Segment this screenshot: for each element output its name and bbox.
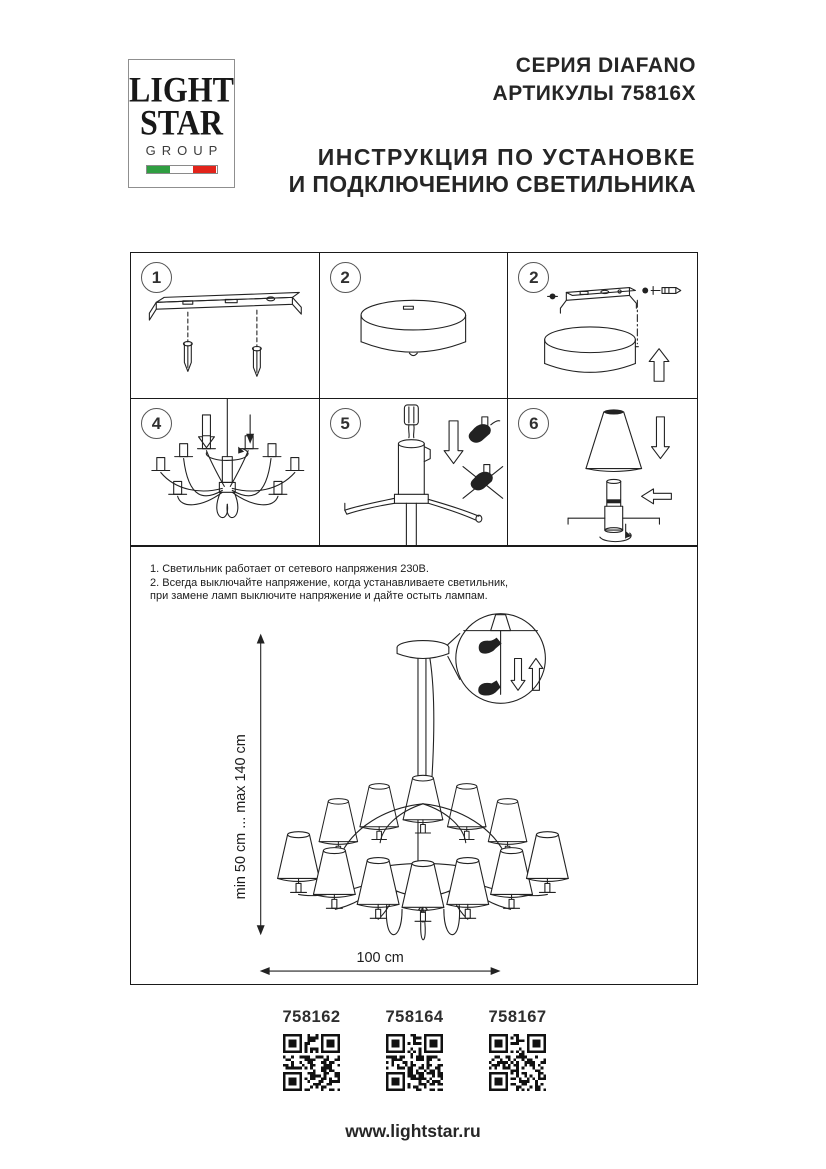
- product-item: [489, 1008, 546, 1091]
- screw-icon: [183, 342, 192, 372]
- note-line-3: при замене ламп выключите напряжение и дайте остыть лампам.: [150, 590, 488, 602]
- note-line-1: 1. Светильник работает от сетевого напряжения 230В.: [150, 563, 429, 575]
- left-arrow-icon: [642, 489, 672, 504]
- width-dimension-label: 100 cm: [356, 950, 404, 967]
- qr-code-icon: [386, 1034, 443, 1091]
- step-cell-3: [508, 253, 697, 399]
- installation-steps-grid: [130, 252, 698, 546]
- flag-white: [170, 166, 193, 173]
- series-title: СЕРИЯ DIAFANO: [515, 54, 696, 77]
- step-number-badge: 6: [518, 408, 549, 439]
- gloved-hand-ok-icon: [468, 417, 499, 443]
- screw-icon: [252, 347, 261, 377]
- down-arrow-icon: [444, 421, 463, 464]
- logo-word-star: STAR: [140, 101, 223, 143]
- height-adjust-detail-inset: [448, 614, 546, 704]
- up-arrow-icon: [650, 349, 670, 382]
- logo-word-group: GROUP: [145, 143, 224, 158]
- articles-title: АРТИКУЛЫ 75816X: [492, 82, 696, 105]
- product-item: [386, 1008, 443, 1091]
- instruction-title-line2: И ПОДКЛЮЧЕНИЮ СВЕТИЛЬНИКА: [288, 171, 696, 197]
- height-dimension: [233, 634, 265, 936]
- qr-code-icon: [489, 1034, 546, 1091]
- dimension-panel: [130, 546, 698, 985]
- step-cell-2: [320, 253, 509, 399]
- lower-lampshades: [278, 832, 569, 922]
- safety-notes: [150, 563, 508, 604]
- down-arrow-icon: [199, 415, 215, 448]
- header: [289, 52, 696, 198]
- qr-code-icon: [283, 1034, 340, 1091]
- ceiling-canopy: [397, 641, 449, 659]
- step-cell-1: [131, 253, 320, 399]
- article-number: 758164: [385, 1008, 444, 1026]
- no-bare-hand-icon: [463, 465, 503, 499]
- step-number-badge: 5: [330, 408, 361, 439]
- step-number-badge: 2: [518, 262, 549, 293]
- step-cell-4: [131, 399, 320, 545]
- upper-lampshades: [319, 775, 527, 854]
- italian-flag-icon: [146, 165, 218, 174]
- flag-red: [193, 166, 216, 173]
- product-qr-row: [130, 1008, 698, 1091]
- instruction-title-line1: ИНСТРУКЦИЯ ПО УСТАНОВКЕ: [317, 144, 696, 170]
- g9-bulb-icon: [404, 405, 418, 438]
- step-number-badge: 4: [141, 408, 172, 439]
- chandelier-dimension-diagram: [131, 547, 697, 984]
- article-number: 758162: [282, 1008, 341, 1026]
- step-number-badge: 1: [141, 262, 172, 293]
- logo-word-light: LIGHT: [129, 68, 234, 110]
- height-dimension-label: min 50 cm ... max 140 cm: [232, 734, 249, 900]
- website-url: www.lightstar.ru: [345, 1121, 481, 1141]
- step-number-badge: 2: [330, 262, 361, 293]
- note-line-2: 2. Всегда выключайте напряжение, когда устанавливаете светильник,: [150, 576, 509, 589]
- step-cell-5: [320, 399, 509, 545]
- flag-green: [147, 166, 170, 173]
- width-dimension: [260, 950, 501, 975]
- lightstar-logo: [128, 59, 235, 188]
- step-cell-6: [508, 399, 697, 545]
- down-arrow-icon: [652, 417, 670, 459]
- product-item: [283, 1008, 340, 1091]
- article-number: 758167: [488, 1008, 547, 1026]
